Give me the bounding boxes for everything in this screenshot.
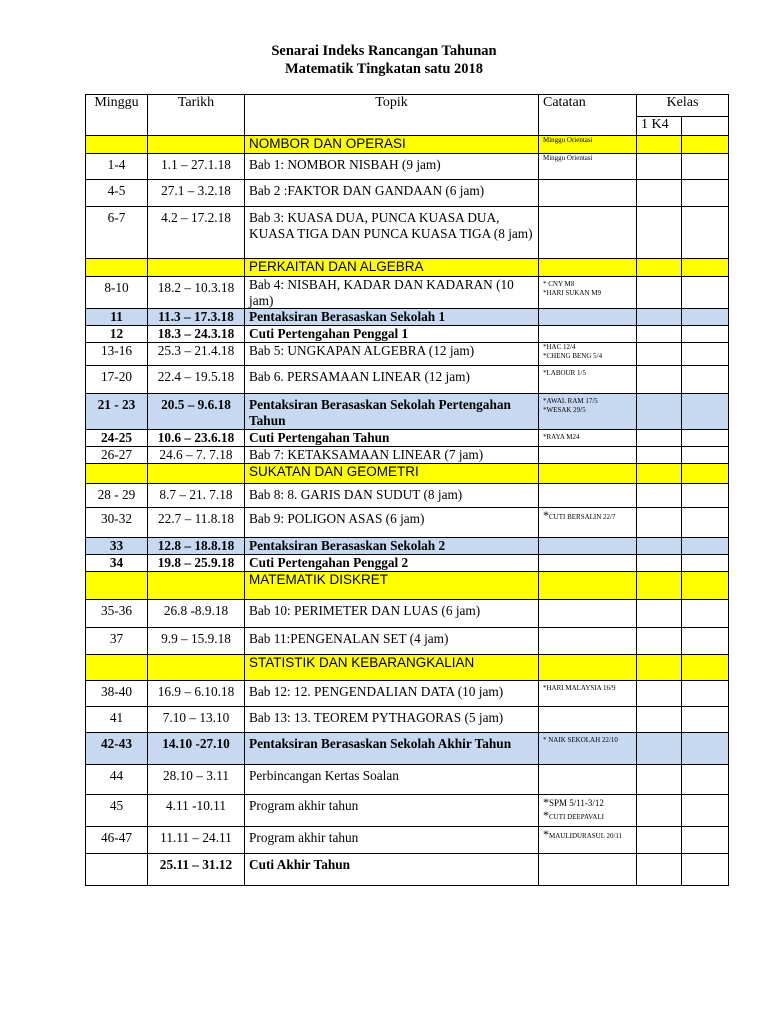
header-kelas: Kelas [637, 95, 729, 117]
table-row: 34 19.8 – 25.9.18 Cuti Pertengahan Penggal 2 [86, 555, 729, 572]
table-row: 44 28.10 – 3.11 Perbincangan Kertas Soalan [86, 764, 729, 794]
table-row: 21 - 23 20.5 – 9.6.18 Pentaksiran Berasaskan Sekolah Pertengahan Tahun *AWAL RAM 17/5 *WESAK 29/5 [86, 394, 729, 430]
table-row: 35-36 26.8 -8.9.18 Bab 10: PERIMETER DAN LUAS (6 jam) [86, 599, 729, 627]
table-row: 6-7 4.2 – 17.2.18 Bab 3: KUASA DUA, PUNCA KUASA DUA, KUASA TIGA DAN PUNCA KUASA TIGA (8 jam) [86, 207, 729, 259]
table-row: 46-47 11.11 – 24.11 Program akhir tahun *MAULIDURASUL 20/11 [86, 826, 729, 853]
note: *AWAL RAM 17/5 *WESAK 29/5 [539, 394, 637, 430]
header-kelas-blank [682, 117, 729, 136]
section-row [86, 136, 729, 154]
note: *RAYA M24 [539, 430, 637, 447]
section-title: MATEMATIK DISKRET [245, 571, 539, 599]
table-row: 30-32 22.7 – 11.8.18 Bab 9: POLIGON ASAS (6 jam) *CUTI BERSALIN 22/7 [86, 508, 729, 538]
section-row [86, 654, 729, 680]
table-row: 8-10 18.2 – 10.3.18 Bab 4: NISBAH, KADAR DAN KADARAN (10 jam) * CNY M8 *HARI SUKAN M9 [86, 277, 729, 309]
note: *MAULIDURASUL 20/11 [539, 826, 637, 853]
table-row: 33 12.8 – 18.8.18 Pentaksiran Berasaskan Sekolah 2 [86, 538, 729, 555]
table-row: 45 4.11 -10.11 Program akhir tahun *SPM 5/11-3/12 *CUTI DEEPAVALI [86, 794, 729, 826]
note: Minggu Orientasi [539, 154, 637, 180]
header-kelas-1k4: 1 K4 [637, 117, 682, 136]
table-row: 41 7.10 – 13.10 Bab 13: 13. TEOREM PYTHAGORAS (5 jam) [86, 706, 729, 732]
note: *HARI MALAYSIA 16/9 [539, 680, 637, 706]
section-row [86, 571, 729, 599]
table-row: 12 18.3 – 24.3.18 Cuti Pertengahan Penggal 1 [86, 326, 729, 343]
note: *LABOUR 1/5 [539, 366, 637, 394]
note: *HAC 12/4 *CHENG BENG 5/4 [539, 343, 637, 366]
header-topik: Topik [245, 95, 539, 136]
note: *CUTI BERSALIN 22/7 [539, 508, 637, 538]
table-row: 4-5 27.1 – 3.2.18 Bab 2 :FAKTOR DAN GANDAAN (6 jam) [86, 180, 729, 207]
schedule-table [85, 94, 729, 886]
document-subtitle: Matematik Tingkatan satu 2018 [284, 61, 484, 77]
table-header-row [86, 95, 729, 117]
table-row: 42-43 14.10 -27.10 Pentaksiran Berasaskan Sekolah Akhir Tahun * NAIK SEKOLAH 22/10 [86, 732, 729, 764]
table-row: 17-20 22.4 – 19.5.18 Bab 6. PERSAMAAN LINEAR (12 jam) *LABOUR 1/5 [86, 366, 729, 394]
note: *SPM 5/11-3/12 *CUTI DEEPAVALI [539, 794, 637, 826]
section-title: NOMBOR DAN OPERASI [245, 136, 539, 154]
table-row: 13-16 25.3 – 21.4.18 Bab 5: UNGKAPAN ALGEBRA (12 jam) *HAC 12/4 *CHENG BENG 5/4 [86, 343, 729, 366]
section-title: PERKAITAN DAN ALGEBRA [245, 259, 539, 277]
section-row [86, 464, 729, 484]
table-row: 25.11 – 31.12 Cuti Akhir Tahun [86, 853, 729, 885]
section-title: SUKATAN DAN GEOMETRI [245, 464, 539, 484]
table-row: 1-4 1.1 – 27.1.18 Bab 1: NOMBOR NISBAH (9 jam) Minggu Orientasi [86, 154, 729, 180]
table-row: 26-27 24.6 – 7. 7.18 Bab 7: KETAKSAMAAN LINEAR (7 jam) [86, 447, 729, 464]
table-row: 37 9.9 – 15.9.18 Bab 11:PENGENALAN SET (4 jam) [86, 627, 729, 654]
header-catatan: Catatan [539, 95, 637, 136]
header-minggu: Minggu [86, 95, 148, 136]
table-row: 38-40 16.9 – 6.10.18 Bab 12: 12. PENGENDALIAN DATA (10 jam) *HARI MALAYSIA 16/9 [86, 680, 729, 706]
header-tarikh: Tarikh [148, 95, 245, 136]
table-row: 28 - 29 8.7 – 21. 7.18 Bab 8: 8. GARIS DAN SUDUT (8 jam) [86, 484, 729, 508]
note: * CNY M8 *HARI SUKAN M9 [539, 277, 637, 309]
table-row: 11 11.3 – 17.3.18 Pentaksiran Berasaskan Sekolah 1 [86, 309, 729, 326]
table-row: 24-25 10.6 – 23.6.18 Cuti Pertengahan Tahun *RAYA M24 [86, 430, 729, 447]
section-title: STATISTIK DAN KEBARANGKALIAN [245, 654, 539, 680]
document-title: Senarai Indeks Rancangan Tahunan [271, 43, 497, 59]
section-row [86, 259, 729, 277]
note: * NAIK SEKOLAH 22/10 [539, 732, 637, 764]
note: Minggu Orientasi [539, 136, 637, 154]
